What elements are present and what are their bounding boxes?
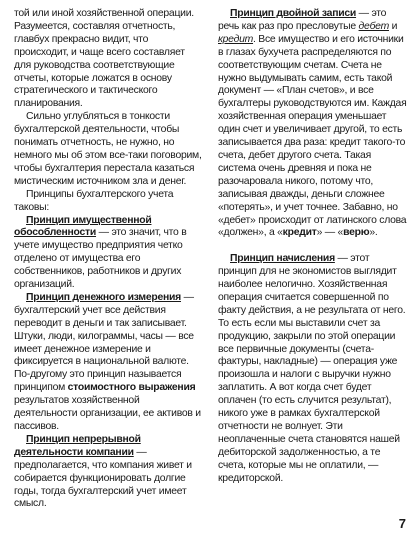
bold-term: кредит [282,227,317,239]
principle-heading: Принцип непрерывной деятельности компании [14,433,141,458]
paragraph-text: . Все имущество и его источники в глазах бухучета распределяются по соответствующим счетам. Счета не нужно выдумывать самим, есть такой документ — «План счетов», и все бухгалтеры руководствуются им. Каждая хозяйственная операция уменьшает один счет и увеличивает другой, то есть записывается два раза: кредит такого-то счета, дебет другого счета. Такая система очень древняя и пока не разочаровала никого, потому что, записывая дважды, деньги сложнее «потерять», и учет точнее. Забавно, но «дебет» происходит от латинского слова «должен», а « [218,33,407,239]
paragraph-text: — бухгалтерский учет все действия переводит в деньги и так записывает. Штуки, люди, килограммы, часы — все имеет денежное измерение и фиксируется в национальной валюте. По-другому это принцип называется принципом [14,291,194,394]
italic-term: дебет [358,20,389,32]
italic-term: кредит [218,33,254,45]
paragraph-text: » — « [316,227,344,239]
paragraph-text: ». [369,227,378,239]
page-number: 7 [398,516,406,531]
principle-heading: Принцип денежного измерения [26,291,181,303]
principle-heading: Принцип двойной записи [230,8,357,19]
right-column [218,8,408,486]
paragraph [218,253,408,485]
bold-term: стоимостного выражения [67,382,196,394]
paragraph [14,292,202,434]
paragraph-text: — этот принцип для не экономистов выглядит наиболее нелогично. Хозяйственная операция считается совершенной по факту действия, а не результата от него. То есть если мы выставили счет за продукцию, закрыли по этой операции все первичные документы (счета-фактуры, накладные) — операция уже произошла и налоги с выручки нужно заплатить. А вот когда счет будет оплачен (то есть случится результат), никого уже в рамках бухгалтерской отчетности не волнует. Эти неоплаченные счета становятся нашей дебиторской задолженностью, а те счета, которые мы не оплатили, — кредиторской. [218,253,406,484]
bold-term: верю [343,227,370,239]
paragraph-text: — это значит, что в учете имущество предприятия четко отделено от имущества его собственников, работников и других организаций. [14,227,187,291]
paragraph [218,8,408,240]
paragraph-text: — это речь как раз про пресловутые [218,8,387,32]
principle-heading: Принцип начисления [230,253,335,265]
paragraph [14,434,202,511]
paragraph-text: результатов хозяйственной деятельности организации, ее активов и пассивов. [14,395,201,432]
left-column [14,8,202,511]
paragraph: Сильно углубляться в тонкости бухгалтерской деятельности, чтобы понимать отчетность, не нужно, но немного мы об этом все-таки поговорим, чтобы бухгалтерия перестала казаться мистическим источником зла и денег. [14,111,202,187]
paragraph-text: и [388,20,398,32]
paragraph-text: — предполагается, что компания живет и собирается функционировать долгие годы, тогда бухгалтерский учет имеет смысл. [14,446,192,510]
principle-heading: Принцип имущественной обособленности [14,214,152,239]
paragraph: той или иной хозяйственной операции. Разумеется, составляя отчетность, главбух прекрасно видит, что происходит, и чаще всего составляет для руководства соответствующие отчеты, которые ложатся в основу стратегического и тактического планирования. [14,8,194,110]
paragraph [14,215,202,292]
paragraph: Принципы бухгалтерского учета таковы: [14,188,174,213]
